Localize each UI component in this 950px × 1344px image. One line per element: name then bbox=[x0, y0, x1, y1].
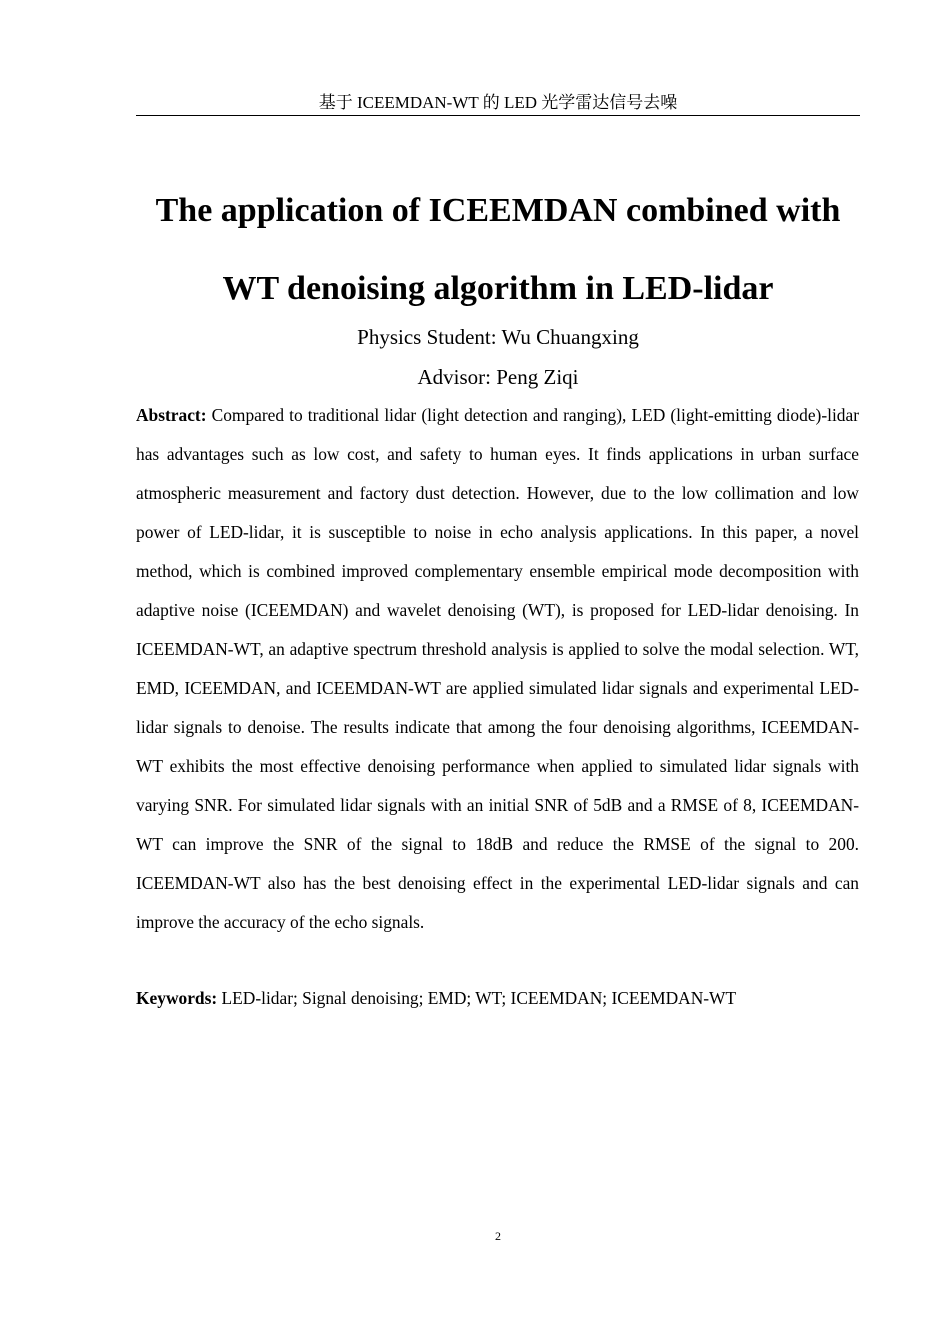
abstract-label: Abstract: bbox=[136, 405, 207, 425]
advisor-line: Advisor: Peng Ziqi bbox=[417, 365, 579, 389]
abstract-text: Compared to traditional lidar (light detection and ranging), LED (light-emitting diode)-lidar has advantages such as low cost, and safety to human eyes. It finds applications in urban surface atmospheric measurement and factory dust detection. However, due to the low collimation and low power of LED-lidar, it is susceptible to noise in echo analysis applications. In this paper, a novel method, which is combined improved complementary ensemble empirical mode decomposition with adaptive noise (ICEEMDAN) and wavelet denoising (WT), is proposed for LED-lidar denoising. In ICEEMDAN-WT, an adaptive spectrum threshold analysis is applied to solve the modal selection. WT, EMD, ICEEMDAN, and ICEEMDAN-WT are applied simulated lidar signals and experimental LED-lidar signals to denoise. The results indicate that among the four denoising algorithms, ICEEMDAN-WT exhibits the most effective denoising performance when applied to simulated lidar signals with varying SNR. For simulated lidar signals with an initial SNR of 5dB and a RMSE of 8, ICEEMDAN-WT can improve the SNR of the signal to 18dB and reduce the RMSE of the signal to 200. ICEEMDAN-WT also has the best denoising effect in the experimental LED-lidar signals and can improve the accuracy of the echo signals. bbox=[136, 405, 859, 932]
page-number: 2 bbox=[495, 1229, 501, 1243]
author-line: Physics Student: Wu Chuangxing bbox=[357, 325, 639, 349]
title-line-1: The application of ICEEMDAN combined with bbox=[155, 192, 841, 229]
header-rule bbox=[136, 115, 860, 116]
running-header: 基于 ICEEMDAN-WT 的 LED 光学雷达信号去噪 bbox=[318, 93, 678, 112]
paper-title bbox=[120, 172, 876, 328]
keywords-label: Keywords: bbox=[136, 988, 218, 1008]
abstract-paragraph bbox=[136, 396, 859, 942]
keywords-paragraph bbox=[136, 984, 859, 1012]
title-line-2: WT denoising algorithm in LED-lidar bbox=[222, 270, 774, 307]
keywords-text: LED-lidar; Signal denoising; EMD; WT; ICEEMDAN; ICEEMDAN-WT bbox=[221, 988, 737, 1008]
